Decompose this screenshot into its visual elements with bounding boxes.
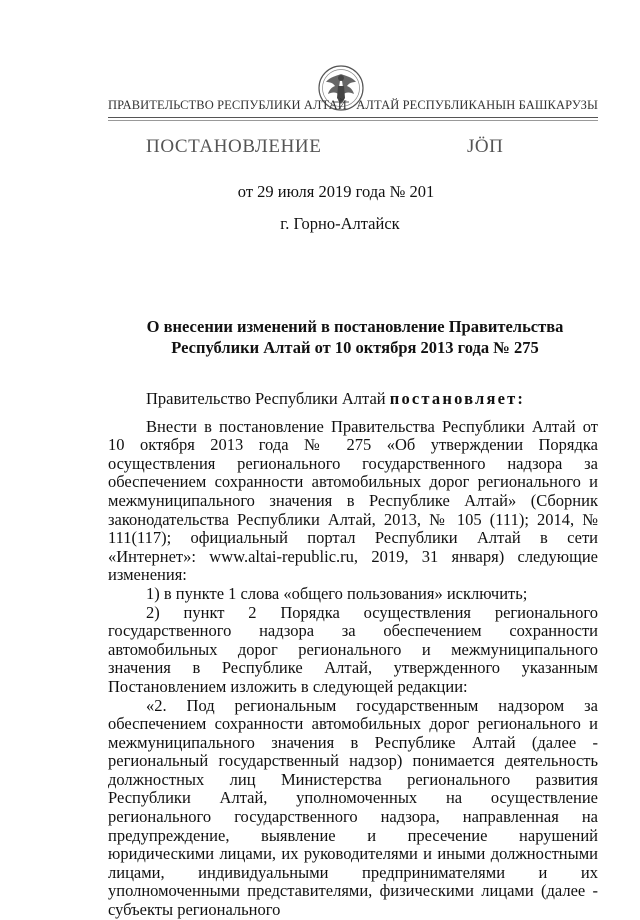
preamble-text: Правительство Республики Алтай xyxy=(146,389,390,408)
header-divider-thin xyxy=(108,120,598,121)
header-organizations xyxy=(108,98,598,114)
doc-type-altai: ЈӦП xyxy=(467,136,504,157)
paragraph-main: Внести в постановление Правительства Республики Алтай от 10 октября 2013 года № 275 «Об утверждении Порядка осуществления регионального государственного надзора за обеспечением сохранности автомобильных дорог регионального и межмуниципального значения в Республике Алтай» (Сборник законодательства Республики Алтай, 2013, № 105 (111); 2014, № 111(117); официальный портал Республики Алтай в сети «Интернет»: www.altai-republic.ru, 2019, 31 января) следующие изменения: xyxy=(108,416,598,585)
document-date: от 29 июля 2019 года № 201 xyxy=(237,182,435,201)
preamble xyxy=(108,390,598,409)
preamble-emphasis: постановляет: xyxy=(389,389,526,408)
paragraph-item-2: 2) пункт 2 Порядка осуществления регионального государственного надзора за обеспечением сохранности автомобильных дорог регионального и межмуниципального значения в Республике Алтай, утвержденного указанным Постановлением изложить в следующей редакции: xyxy=(108,602,598,696)
paragraph-item-1: 1) в пункте 1 слова «общего пользования» исключить; xyxy=(146,583,528,603)
doc-type-russian: ПОСТАНОВЛЕНИЕ xyxy=(146,136,322,157)
paragraph-quoted-item: «2. Под региональным государственным надзором за обеспечением сохранности автомобильных дорог регионального и межмуниципального значения в Республике Алтай (далее - региональный государственный надзор) понимается деятельность должностных лиц Министерства регионального развития Республики Алтай, уполномоченных на осуществление регионального государственного надзора, направленная на предупреждение, выявление и пресечение нарушений юридическими лицами, их руководителями и иными должностными лицами, индивидуальными предпринимателями и их уполномоченными представителями, физическими лицами (далее - субъекты регионального xyxy=(108,695,598,920)
document-title: О внесении изменений в постановление Правительства Республики Алтай от 10 октября 2013 года № 275 xyxy=(146,317,564,357)
document-body xyxy=(108,390,598,920)
header-org-altai: АЛТАЙ РЕСПУБЛИКАНЫН БАШКАРУЗЫ xyxy=(356,98,598,112)
header-divider xyxy=(108,117,598,118)
header-org-russian: ПРАВИТЕЛЬСТВО РЕСПУБЛИКИ АЛТАЙ xyxy=(108,98,347,112)
document-city: г. Горно-Алтайск xyxy=(280,214,400,233)
